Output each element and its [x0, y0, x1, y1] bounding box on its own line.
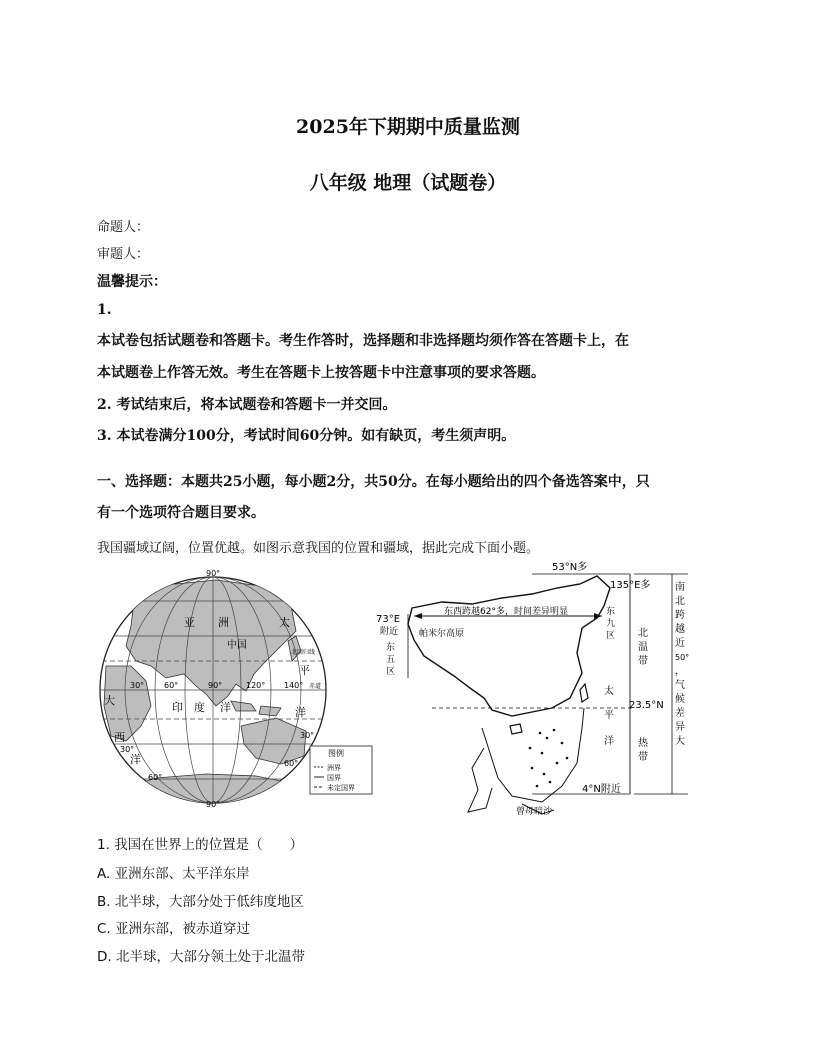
- globe-label-30-left: 30°: [120, 745, 135, 754]
- climate-note-char: 差: [675, 708, 685, 719]
- label-north-temp-3: 带: [638, 656, 648, 667]
- label-east5-3: 区: [386, 667, 396, 677]
- label-west-extreme: 73°E: [376, 614, 401, 625]
- notice-item3: 3. 本试卷满分100分，考试时间60分钟。如有缺页，考生须声明。: [97, 428, 516, 444]
- label-pacific-1: 太: [604, 686, 614, 697]
- globe-label-30-right: 30°: [300, 731, 315, 740]
- legend-item-continent: 洲界: [327, 764, 341, 772]
- globe-label-90-bottom: 90°: [206, 800, 221, 809]
- label-north-temp-1: 北: [638, 628, 648, 639]
- climate-note-char: 50°: [675, 653, 690, 662]
- globe-label-90-mid: 90°: [208, 681, 223, 690]
- label-tropic: 23.5°N: [629, 700, 664, 711]
- globe-label-140: 140°: [284, 681, 304, 690]
- notice-heading: 温馨提示：: [97, 274, 167, 290]
- section1-heading-line2: 有一个选项符合题目要求。: [97, 505, 265, 521]
- globe-label-ping: 平: [299, 664, 310, 677]
- globe-label-yang: 洋: [295, 706, 306, 719]
- globe-label-equator: 赤道: [309, 683, 322, 690]
- label-pamir: 帕米尔高原: [419, 629, 465, 639]
- label-east5-1: 东: [386, 643, 396, 653]
- label-east9-1: 东: [606, 607, 616, 617]
- climate-note-char: 近: [675, 638, 685, 649]
- label-north-extreme: 53°N多: [552, 562, 588, 573]
- reviewer-label: 审题人：: [97, 247, 150, 262]
- legend-title: 图例: [328, 749, 344, 758]
- exam-subtitle: 八年级 地理（试题卷）: [309, 172, 507, 194]
- globe-label-120: 120°: [246, 681, 266, 690]
- question1-option-b[interactable]: B. 北半球，大部分处于低纬度地区: [97, 894, 304, 910]
- globe-label-60-left: 60°: [148, 773, 163, 782]
- climate-note-char: 候: [675, 694, 685, 705]
- china-map: [372, 558, 692, 824]
- climate-note-char: 越: [675, 624, 685, 635]
- globe-label-tai: 太: [279, 616, 290, 629]
- globe-label-xi: 西: [114, 731, 125, 744]
- globe-label-asia-1: 亚: [184, 616, 195, 629]
- legend-item-border: 国界: [327, 774, 341, 782]
- label-west-near: 附近: [380, 627, 399, 637]
- label-south-extreme: 4°N附近: [582, 784, 621, 795]
- climate-note-char: 大: [675, 736, 685, 747]
- globe-label-indian-3: 洋: [220, 701, 231, 714]
- notice-item2: 2. 考试结束后，将本试题卷和答题卡一并交回。: [97, 397, 397, 413]
- climate-note-char: 跨: [675, 610, 685, 621]
- globe-label-indian-1: 印: [172, 701, 183, 714]
- label-east9-2: 九: [606, 619, 616, 629]
- globe-label-indian-2: 度: [194, 701, 205, 714]
- section1-heading-line1: 一、选择题：本题共25小题，每小题2分，共50分。在每小题给出的四个备选答案中，只: [97, 474, 650, 490]
- label-pacific-3: 洋: [604, 736, 614, 747]
- climate-note-char: 气: [675, 680, 685, 691]
- climate-note-char: 异: [675, 722, 685, 733]
- globe-legend: [310, 746, 372, 794]
- question1-option-a[interactable]: A. 亚洲东部、太平洋东岸: [97, 866, 250, 882]
- climate-note-char: 南: [675, 582, 685, 593]
- notice-item1-number: 1.: [97, 302, 112, 318]
- globe-label-asia-2: 洲: [218, 616, 229, 629]
- climate-note-vertical: [675, 580, 689, 747]
- label-tropical-1: 热: [638, 738, 648, 749]
- exam-title: 2025年下期期中质量监测: [296, 116, 520, 138]
- question-intro: 我国疆域辽阔，位置优越。如图示意我国的位置和疆域，据此完成下面小题。: [97, 541, 540, 556]
- notice-item1-line1: 本试卷包括试题卷和答题卡。考生作答时，选择题和非选择题均须作答在答题卡上，在: [97, 333, 629, 349]
- globe-map: [96, 566, 376, 814]
- question1-option-c[interactable]: C. 亚洲东部，被赤道穿过: [97, 921, 251, 937]
- globe-label-da: 大: [104, 694, 115, 707]
- label-east9-3: 区: [606, 631, 616, 641]
- label-tropical-2: 带: [638, 752, 648, 763]
- globe-label-china: 中国: [227, 640, 247, 651]
- climate-note-char: ，: [675, 666, 685, 677]
- author-label: 命题人：: [97, 220, 150, 235]
- question1-option-d[interactable]: D. 北半球，大部分领土处于北温带: [97, 949, 305, 965]
- globe-label-60: 60°: [164, 681, 179, 690]
- globe-label-tropic: 北回归线: [291, 649, 316, 656]
- label-east5-2: 五: [386, 655, 396, 665]
- label-north-temp-2: 温: [638, 642, 648, 653]
- globe-label-60-right: 60°: [284, 759, 299, 768]
- label-zengmu: 曾母暗沙: [516, 807, 553, 817]
- globe-label-90-top: 90°: [206, 569, 221, 578]
- globe-label-30: 30°: [130, 681, 145, 690]
- label-span-note: 东西跨越62°多，时间差异明显: [444, 607, 568, 617]
- notice-item1-line2: 本试题卷上作答无效。考生在答题卡上按答题卡中注意事项的要求答题。: [97, 365, 545, 381]
- question1-stem: 1. 我国在世界上的位置是（ ）: [97, 837, 304, 853]
- label-pacific-2: 平: [604, 710, 614, 721]
- climate-note-char: 北: [675, 596, 685, 607]
- legend-item-undefined: 未定国界: [327, 784, 355, 792]
- globe-label-yang2: 洋: [130, 753, 141, 766]
- label-east-extreme: 135°E多: [610, 580, 651, 591]
